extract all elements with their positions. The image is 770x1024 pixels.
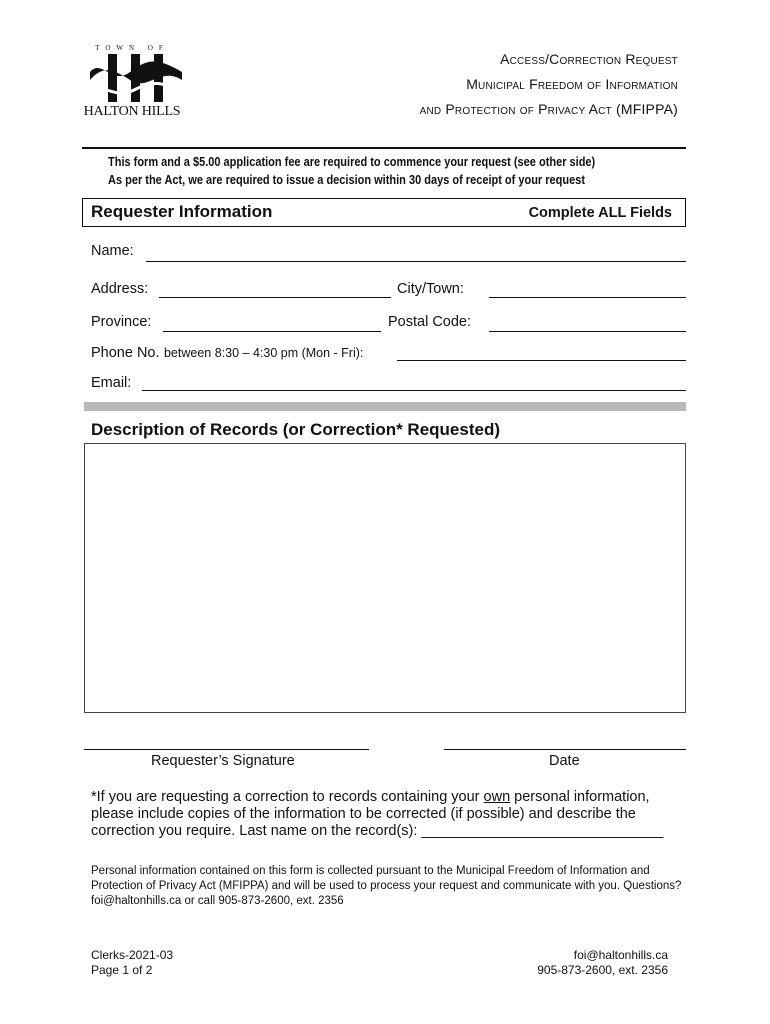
phone-hours: between 8:30 – 4:30 pm (Mon - Fri): — [163, 346, 364, 360]
phone-label-group — [91, 344, 363, 362]
description-textarea[interactable] — [84, 443, 686, 713]
town-logo — [82, 44, 182, 120]
form-subtitle-2: and Protection of Privacy Act (MFIPPA) — [419, 101, 678, 117]
decision-notice: As per the Act, we are required to issue a decision within 30 days of receipt of your request — [108, 173, 586, 187]
phone-field[interactable] — [397, 360, 686, 361]
section-separator — [84, 402, 686, 411]
name-field[interactable] — [146, 261, 686, 262]
correction-footnote — [91, 789, 691, 840]
email-field[interactable] — [142, 390, 686, 391]
form-title: Access/Correction Request — [500, 51, 678, 67]
complete-all-fields-note: Complete ALL Fields — [528, 205, 672, 221]
email-label: Email: — [91, 375, 132, 391]
postal-code-label: Postal Code: — [388, 314, 472, 330]
logo-town-of: TOWN OF — [95, 44, 169, 52]
footnote-text-1: *If you are requesting a correction to records containing your — [91, 789, 484, 805]
footnote-text-2: personal information, please include copies of the information to be corrected (if possible) and describe the correction you require. Last name on the record(s): ______________________________ — [91, 789, 664, 839]
requester-section-title: Requester Information — [91, 202, 273, 221]
address-label: Address: — [91, 281, 149, 297]
city-label: City/Town: — [397, 281, 464, 297]
form-subtitle-1: Municipal Freedom of Information — [466, 76, 678, 92]
address-field[interactable] — [159, 297, 391, 298]
privacy-statement: Personal information contained on this form is collected pursuant to the Municipal Freedom of Information and Protection of Privacy Act (MFIPPA) and will be used to process your request and communicate with you. Questions? foi@haltonhills.ca or call 905-873-2600, ext. 2356 — [91, 865, 682, 907]
province-field[interactable] — [163, 331, 381, 332]
footer-email: foi@haltonhills.ca — [573, 948, 668, 962]
province-label: Province: — [91, 314, 152, 330]
date-label: Date — [549, 753, 580, 769]
phone-label: Phone No. — [91, 345, 160, 361]
description-title: Description of Records (or Correction* Requested) — [91, 420, 501, 439]
date-field[interactable] — [444, 749, 686, 750]
city-field[interactable] — [489, 297, 686, 298]
halton-hills-logo-mark-icon — [90, 52, 182, 104]
footer-phone: 905-873-2600, ext. 2356 — [537, 963, 668, 977]
signature-label: Requester’s Signature — [151, 753, 295, 769]
signature-field[interactable] — [84, 749, 369, 750]
page-number: Page 1 of 2 — [91, 963, 153, 977]
fee-notice: This form and a $5.00 application fee are required to commence your request (see other side) — [108, 155, 596, 169]
logo-halton-hills: HALTON HILLS — [83, 104, 181, 119]
name-label: Name: — [91, 243, 134, 259]
form-code: Clerks-2021-03 — [91, 948, 174, 962]
header-divider — [82, 147, 686, 149]
footnote-own: own — [483, 789, 511, 805]
postal-code-field[interactable] — [489, 331, 686, 332]
